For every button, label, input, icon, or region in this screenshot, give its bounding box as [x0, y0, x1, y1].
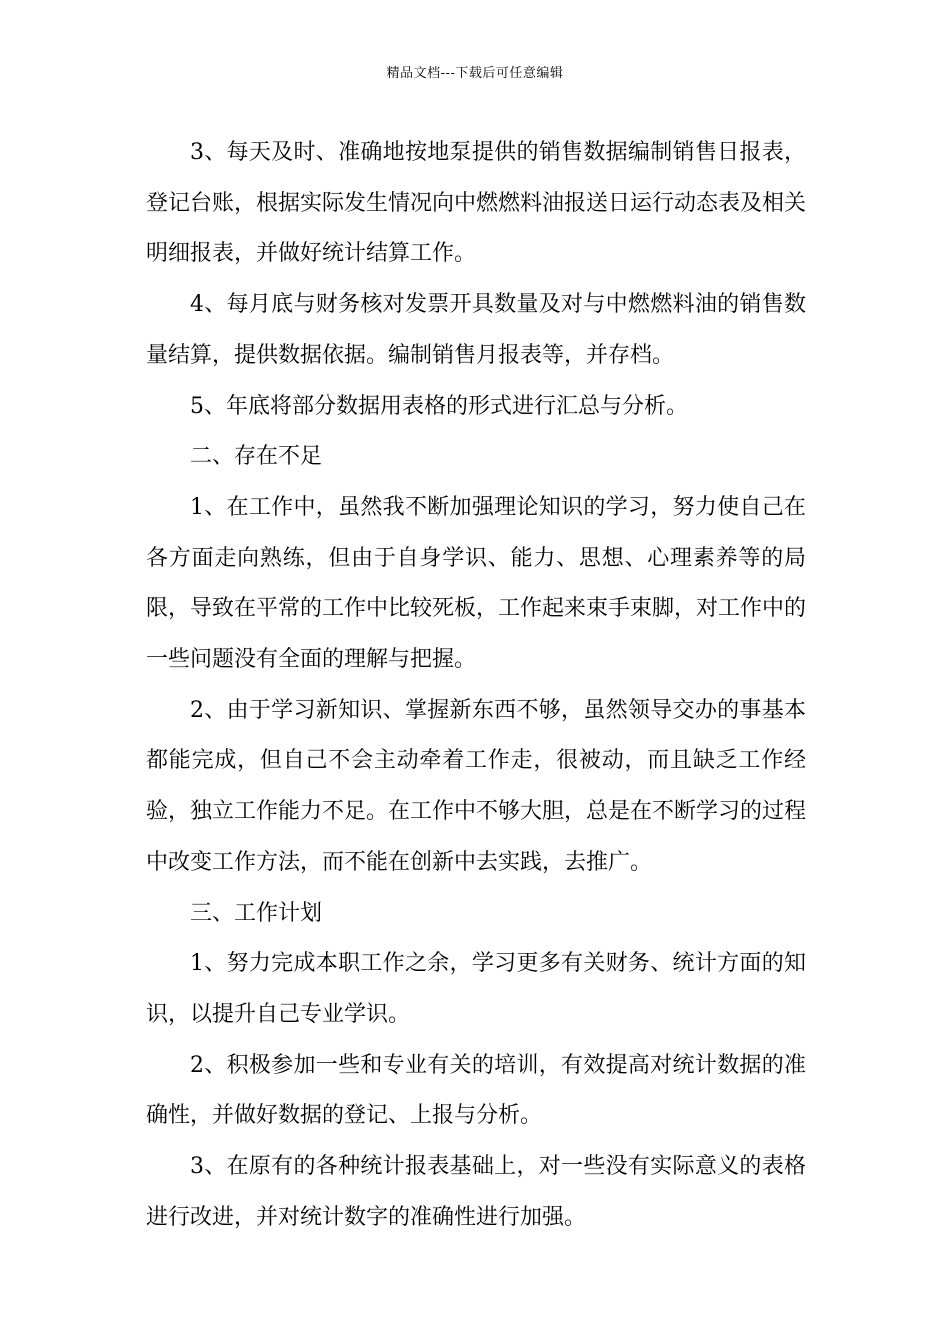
paragraph-shortcoming-1: 1、在工作中，虽然我不断加强理论知识的学习，努力使自己在各方面走向熟练，但由于自身学识、能力、思想、心理素养等的局限，导致在平常的工作中比较死板，工作起来束手束脚，对工作中的一些问题没有全面的理解与把握。: [146, 494, 807, 673]
section-heading-work-plan: 三、工作计划: [190, 900, 323, 926]
paragraph-plan-3: 3、在原有的各种统计报表基础上，对一些没有实际意义的表格进行改进，并对统计数字的准确性进行加强。: [146, 1154, 806, 1230]
paragraph-duty-3: 3、每天及时、准确地按地泵提供的销售数据编制销售日报表，登记台账，根据实际发生情况向中燃燃料油报送日运行动态表及相关明细报表，并做好统计结算工作。: [146, 140, 807, 267]
document-body: [146, 128, 806, 1243]
page-header: 精品文档---下载后可任意编辑: [386, 66, 564, 81]
paragraph-duty-4: 4、每月底与财务核对发票开具数量及对与中燃燃料油的销售数量结算，提供数据依据。编制销售月报表等，并存档。: [146, 292, 806, 368]
paragraph-plan-2: 2、积极参加一些和专业有关的培训，有效提高对统计数据的准确性，并做好数据的登记、上报与分析。: [146, 1052, 806, 1129]
paragraph-shortcoming-2: 2、由于学习新知识、掌握新东西不够，虽然领导交办的事基本都能完成，但自己不会主动牵着工作走，很被动，而且缺乏工作经验，独立工作能力不足。在工作中不够大胆，总是在不断学习的过程中改变工作方法，而不能在创新中去实践，去推广。: [146, 697, 807, 875]
section-heading-shortcomings: 二、存在不足: [190, 444, 323, 470]
paragraph-duty-5: 5、年底将部分数据用表格的形式进行汇总与分析。: [190, 393, 688, 419]
paragraph-plan-1: 1、努力完成本职工作之余，学习更多有关财务、统计方面的知识，以提升自己专业学识。: [146, 951, 806, 1027]
